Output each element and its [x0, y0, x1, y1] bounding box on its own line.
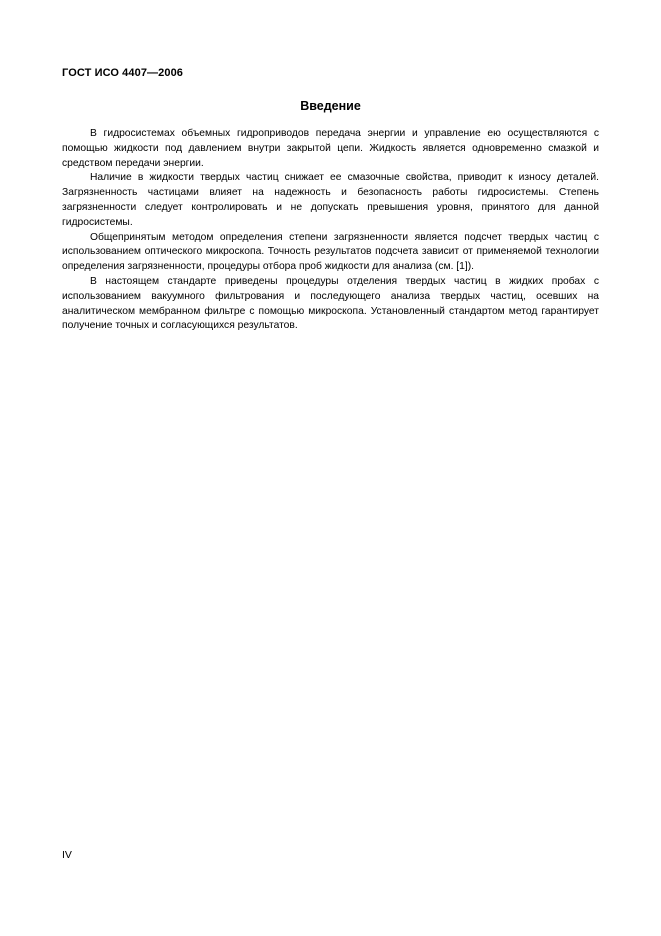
paragraph-2: Наличие в жидкости твердых частиц снижает ее смазочные свойства, приводит к износу деталей. Загрязненность частицами влияет на надежность и безопасность работы гидросистемы. Степень загрязненности следует контролировать и не допускать превышения уровня, принятого для данной гидросистемы.: [62, 172, 599, 228]
paragraph-4: В настоящем стандарте приведены процедуры отделения твердых частиц в жидких пробах с использованием вакуумного фильтрования и последующего анализа твердых частиц, осевших на аналитическом мембранном фильтре с помощью микроскопа. Установленный стандартом метод гарантирует получение точных и согласующихся результатов.: [62, 275, 599, 332]
paragraph-3: Общепринятым методом определения степени загрязненности является подсчет твердых частиц с использованием оптического микроскопа. Точность результатов подсчета зависит от применяемой технологии определения загрязненности, процедуры отбора проб жидкости для анализа (см. [1]).: [62, 231, 599, 273]
document-id-header: ГОСТ ИСО 4407—2006: [62, 67, 184, 79]
paragraph-1: В гидросистемах объемных гидроприводов передача энергии и управление ею осуществляются с помощью жидкости под давлением внутри закрытой цепи. Жидкость является одновременно смазкой и средством передачи энергии.: [62, 128, 599, 169]
section-title: Введение: [300, 99, 361, 113]
page-number: IV: [62, 849, 72, 861]
body-text: [62, 127, 599, 334]
